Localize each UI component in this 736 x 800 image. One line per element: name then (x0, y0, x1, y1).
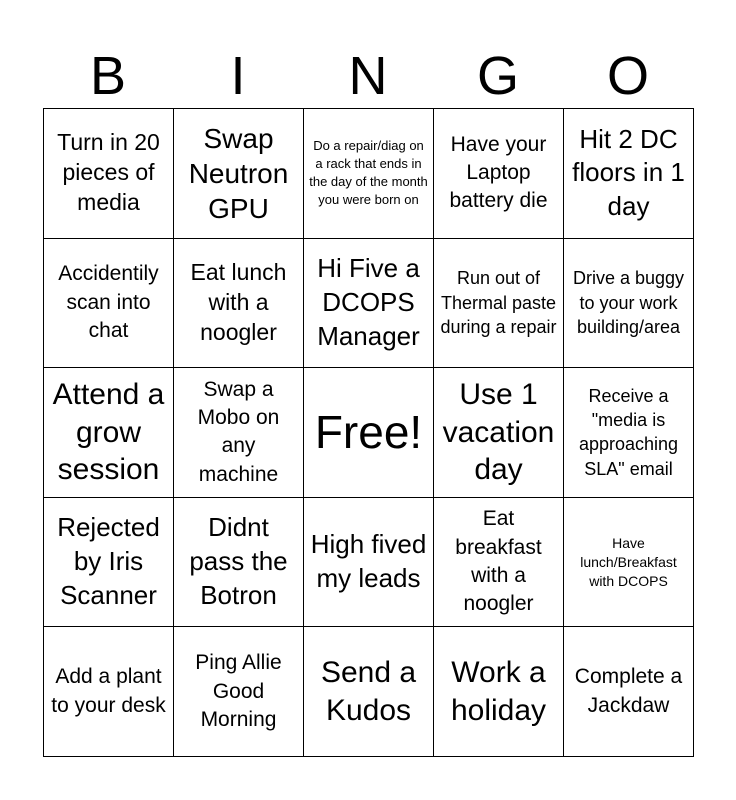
header-letter-g: G (476, 46, 519, 106)
bingo-cell[interactable] (44, 239, 174, 369)
free-space-text: Free! (314, 406, 423, 459)
bingo-board (43, 108, 694, 757)
bingo-cell-text: Turn in 20 pieces of media (57, 129, 160, 216)
bingo-cell[interactable] (564, 368, 694, 498)
bingo-cell[interactable] (434, 627, 564, 757)
bingo-cell-text: Ping Allie Good Morning (195, 651, 282, 731)
bingo-cell[interactable] (44, 627, 174, 757)
bingo-cell-text: Have lunch/Breakfast with DCOPS (580, 534, 677, 589)
bingo-cell-text: Have your Laptop battery die (449, 132, 548, 213)
bingo-cell[interactable] (304, 109, 434, 239)
bingo-cell[interactable] (174, 239, 304, 369)
bingo-cell[interactable] (304, 239, 434, 369)
header-letter-b: B (89, 46, 127, 106)
bingo-cell-text: Eat lunch with a noogler (190, 259, 287, 345)
bingo-cell[interactable] (174, 109, 304, 239)
bingo-cell-text: Hi Five a DCOPS Manager (317, 253, 420, 351)
header-letter-n: N (348, 46, 388, 106)
bingo-cell[interactable] (434, 239, 564, 369)
bingo-cell-text: Swap Neutron GPU (188, 122, 289, 224)
bingo-cell[interactable] (434, 109, 564, 239)
bingo-cell-text: Use 1 vacation day (442, 378, 555, 487)
bingo-cell-text: Receive a "media is approaching SLA" email (578, 385, 679, 479)
bingo-cell[interactable] (304, 498, 434, 628)
bingo-cell[interactable] (44, 498, 174, 628)
bingo-cell[interactable] (564, 627, 694, 757)
bingo-cell[interactable] (564, 109, 694, 239)
bingo-cell-text: Add a plant to your desk (51, 665, 166, 717)
bingo-cell[interactable] (304, 627, 434, 757)
header-letter-i: I (230, 46, 246, 106)
bingo-cell-text: Send a Kudos (320, 656, 417, 727)
bingo-cell[interactable] (434, 498, 564, 628)
bingo-cell-text: Attend a grow session (52, 378, 165, 487)
bingo-cell-text: High fived my leads (310, 529, 427, 594)
bingo-cell[interactable] (174, 368, 304, 498)
bingo-cell-text: Accidentily scan into chat (58, 262, 159, 343)
bingo-cell[interactable] (44, 109, 174, 239)
bingo-cell-text: Work a holiday (450, 656, 547, 727)
bingo-cell-text: Run out of Thermal paste during a repair (440, 268, 557, 338)
bingo-cell-text: Complete a Jackdaw (574, 665, 683, 717)
bingo-cell-text: Rejected by Iris Scanner (57, 512, 160, 610)
bingo-header (43, 40, 693, 108)
bingo-cell[interactable] (44, 368, 174, 498)
free-space-cell[interactable] (304, 368, 434, 498)
bingo-cell-text: Do a repair/diag on a rack that ends in the day of the month you were born on (309, 137, 428, 208)
bingo-cell[interactable] (174, 627, 304, 757)
bingo-cell-text: Hit 2 DC floors in 1 day (572, 123, 685, 222)
bingo-cell-text: Swap a Mobo on any machine (197, 377, 280, 486)
header-letter-o: O (606, 46, 649, 106)
bingo-cell[interactable] (174, 498, 304, 628)
bingo-cell-text: Eat breakfast with a noogler (455, 507, 542, 616)
bingo-cell[interactable] (564, 239, 694, 369)
bingo-cell-text: Drive a buggy to your work building/area (572, 268, 685, 338)
bingo-cell[interactable] (564, 498, 694, 628)
bingo-cell[interactable] (434, 368, 564, 498)
bingo-cell-text: Didnt pass the Botron (189, 512, 288, 610)
